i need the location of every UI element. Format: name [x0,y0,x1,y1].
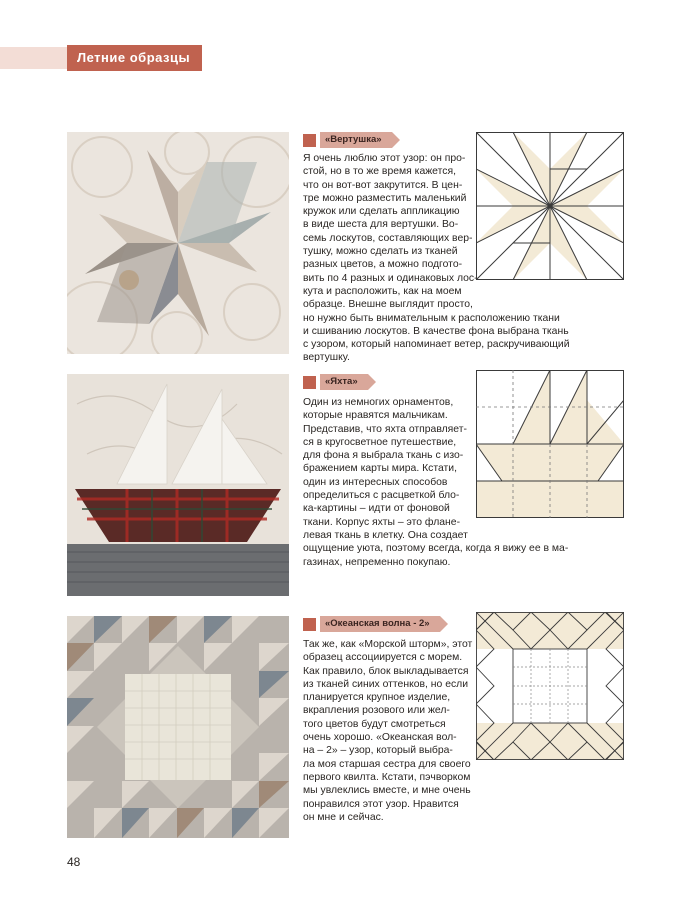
yacht-diagram [476,370,624,523]
text-line: стой, но в то же время кажется, [303,166,456,178]
ocean-wave-diagram [476,612,624,765]
text-line: из тканей синих оттенков, но если [303,678,469,690]
text-line: вить по 4 разных и одинаковых лос- [303,272,478,284]
text-line: образце. Внешне выглядит просто, [303,299,473,311]
text-line: кута и расположить, как на моем [303,285,462,297]
section-header: Летние образцы [67,45,202,71]
text-line: понравился этот узор. Нравится [303,798,459,810]
text-line: семь лоскутов, составляющих вер- [303,232,473,244]
text-line: образец ассоциируется с морем. [303,652,463,664]
pinwheel-diagram [476,132,624,285]
text-line: что он вот-вот закрутится. В цен- [303,179,463,191]
pattern-name: «Яхта» [320,374,368,390]
text-line: Так же, как «Морской шторм», этот [303,639,473,650]
yacht-quilt-photo [67,374,289,596]
text-line: газинах, непременно покупаю. [303,556,451,568]
text-line: которые нравятся мальчикам. [303,410,448,422]
text-line: Один из немногих орнаментов, [303,397,454,408]
text-line: один из интересных способов [303,476,448,488]
text-line: с узором, который напоминает ветер, раскручивающий [303,339,570,351]
text-line: ся в кругосветное путешествие, [303,436,457,448]
tag-marker-icon [303,134,316,147]
pattern-name: «Океанская волна - 2» [320,616,440,632]
text-line: на – 2» – узор, который выбра- [303,745,453,757]
pattern-tag-yacht [303,374,368,390]
text-line: но нужно быть внимательным к расположению ткани [303,312,560,324]
pattern-tag-pinwheel [303,132,392,148]
text-line: планируется крупное изделие, [303,692,451,704]
pinwheel-quilt-photo [67,132,289,354]
text-line: бражением карты мира. Кстати, [303,463,457,475]
pattern-tag-ocean-wave [303,616,440,632]
tag-marker-icon [303,376,316,389]
text-line: Как правило, блок выкладывается [303,665,469,677]
text-line: разных цветов, а можно подгото- [303,259,463,271]
text-line: вертушку. [303,352,350,364]
text-line: мы увлеклись вместе, и мне очень [303,785,471,797]
page-number: 48 [67,855,81,869]
tag-marker-icon [303,618,316,631]
text-line: тушку, можно сделать из тканей [303,246,458,258]
text-line: ка-картины – идти от фоновой [303,503,450,515]
text-line: кружок или сделать аппликацию [303,206,460,218]
ocean-wave-description [303,638,472,824]
text-line: Я очень люблю этот узор: он про- [303,153,466,164]
text-line: левая ткань в клетку. Она создает [303,529,468,541]
text-line: и сшиванию лоскутов. В качестве фона выбрана ткань [303,325,569,337]
text-line: ощущение уюта, поэтому всегда, когда я вижу ее в ма- [303,543,569,555]
text-line: первого квилта. Кстати, пэчворком [303,771,471,783]
text-line: определиться с расцветкой бло- [303,490,460,502]
text-line: ла моя старшая сестра для своего [303,758,471,770]
text-line: в виде шеста для вертушки. Во- [303,219,459,231]
ocean-wave-quilt-photo [67,616,289,838]
text-line: ткани. Корпус яхты – это флане- [303,516,461,528]
text-line: для фона я выбрала ткань с изо- [303,450,464,462]
text-line: тре можно разместить маленький [303,192,467,204]
text-line: того цветов будут смотреться [303,718,446,730]
text-line: вкрапления розового или жел- [303,705,450,717]
header-accent-bar [0,47,67,69]
pattern-name: «Вертушка» [320,132,392,148]
text-line: он мне и сейчас. [303,811,384,823]
text-line: очень хорошо. «Океанская вол- [303,732,457,744]
text-line: Представив, что яхта отправляет- [303,423,467,435]
